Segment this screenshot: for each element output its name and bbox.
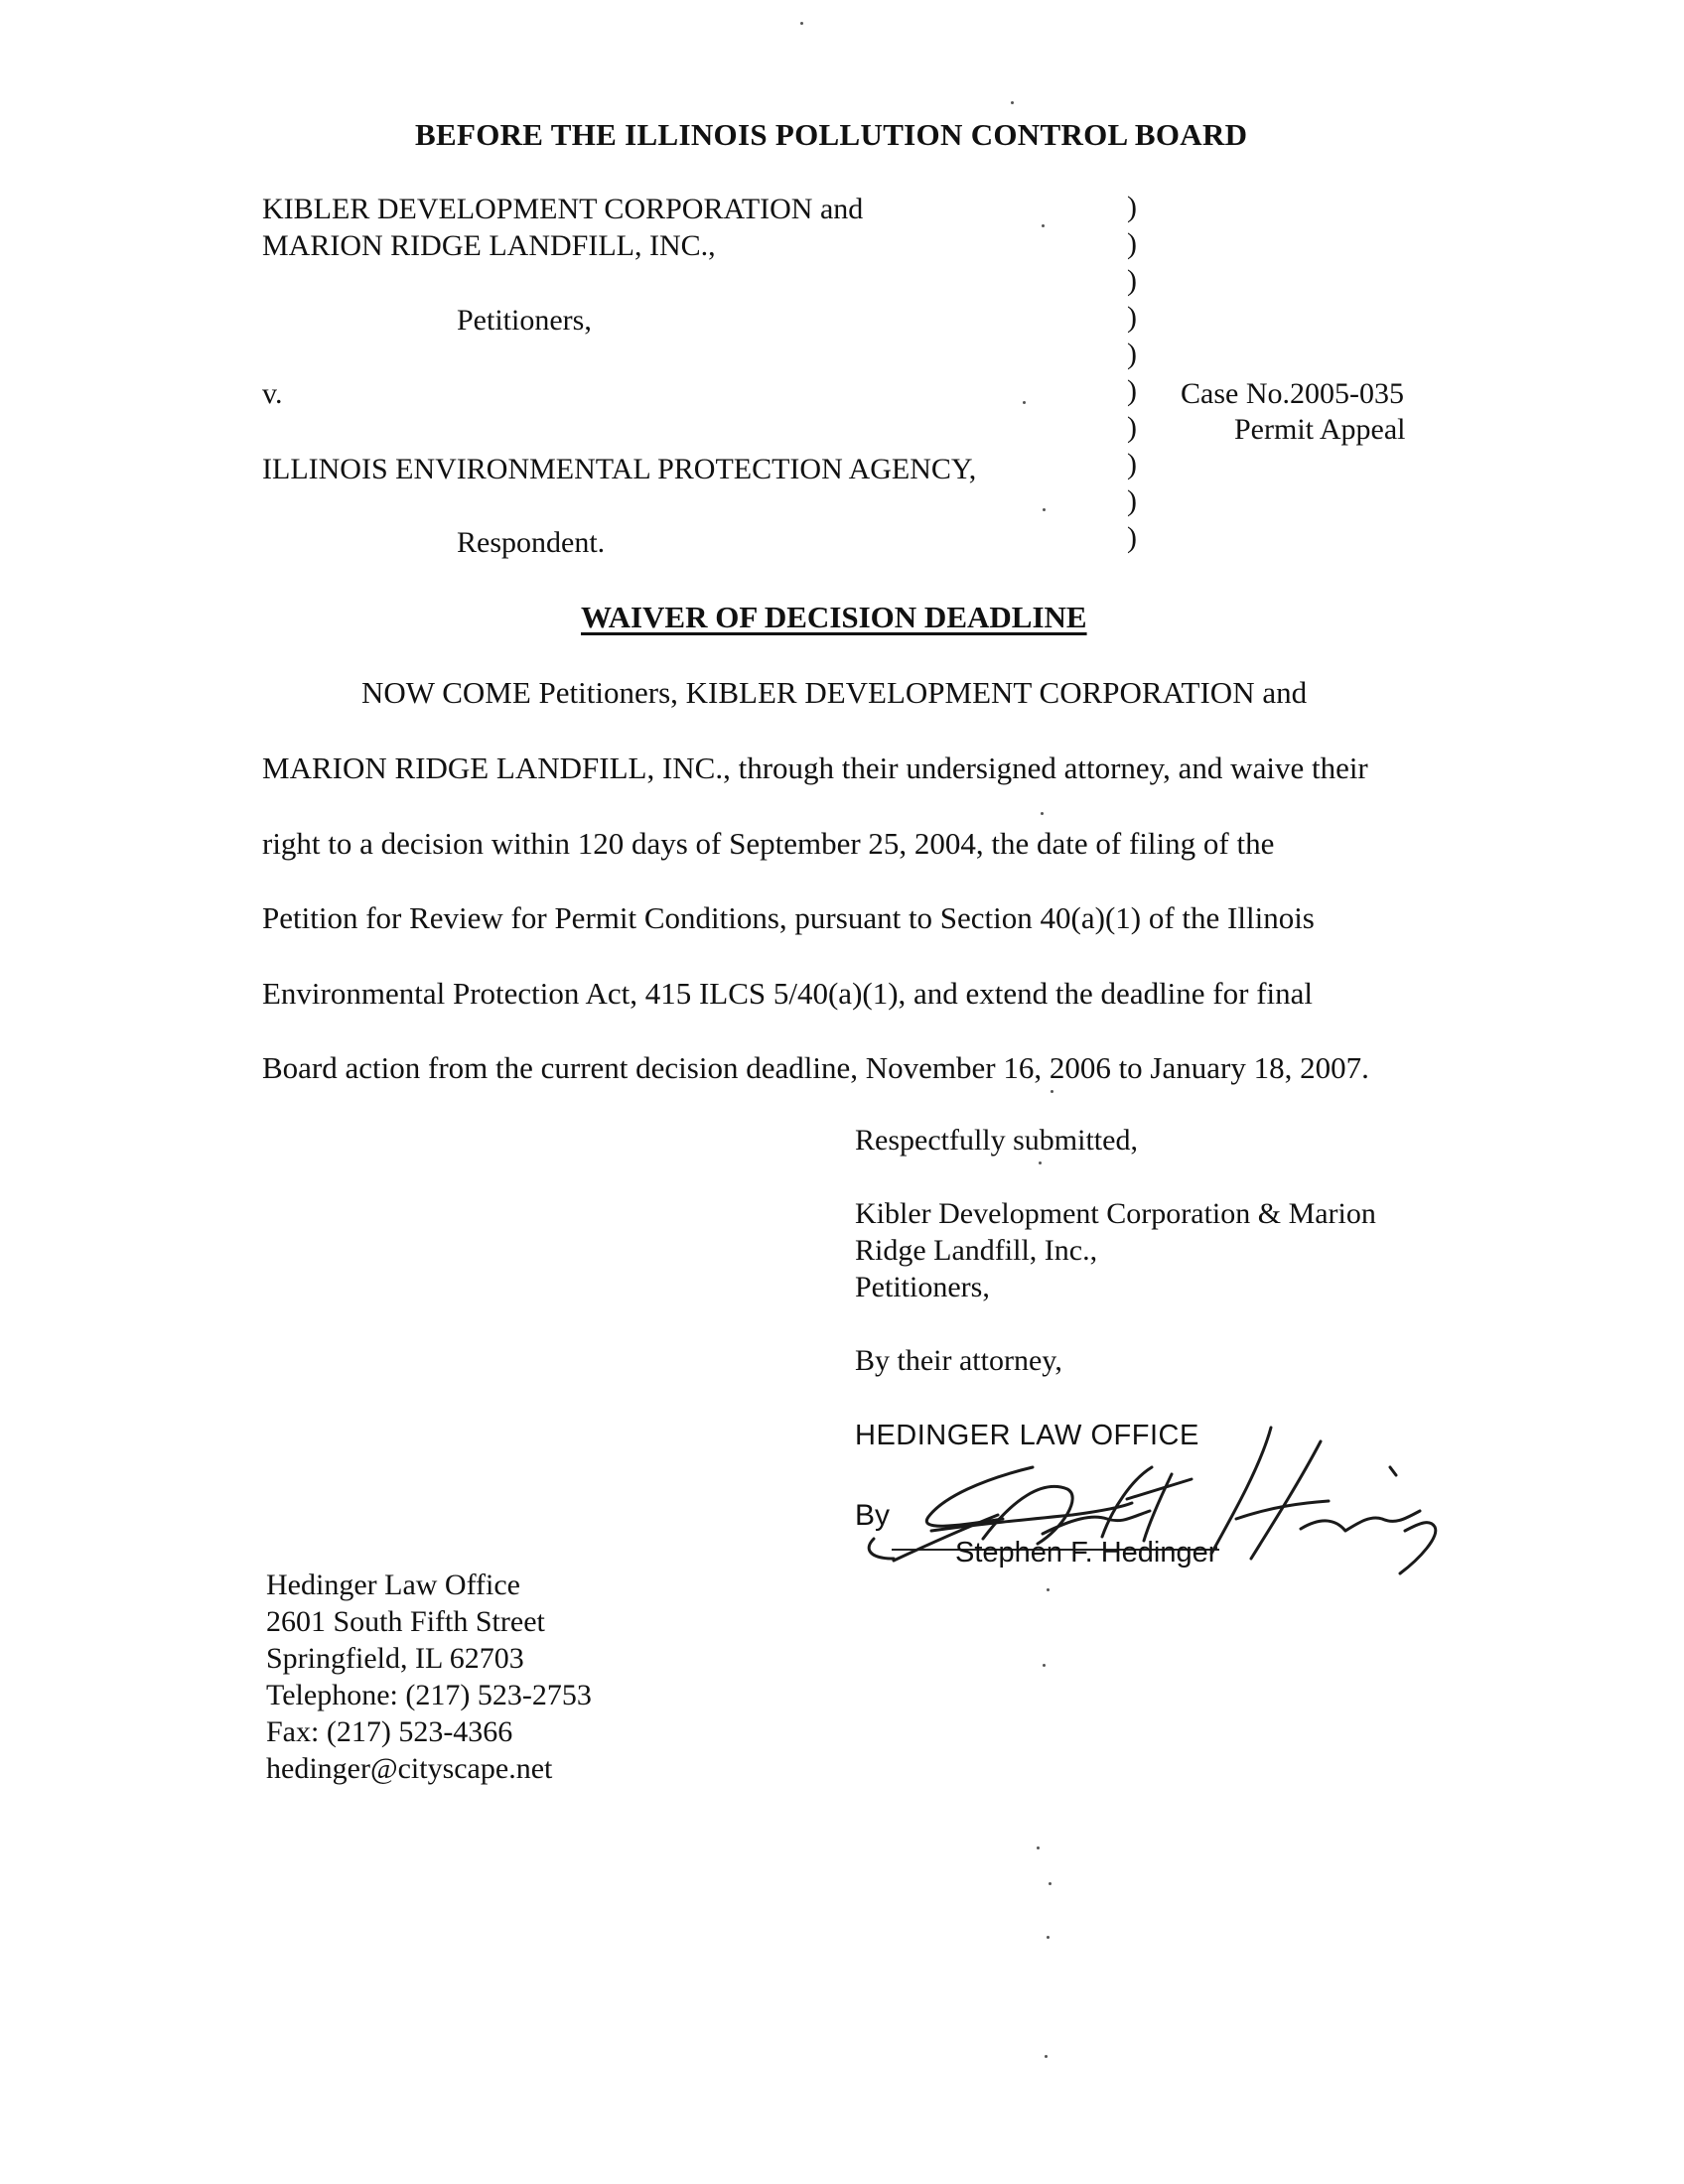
contact-street: 2601 South Fifth Street	[266, 1605, 545, 1638]
signer-name: Stephen F. Hedinger	[955, 1537, 1218, 1569]
body-line-4: Petition for Review for Permit Conditions, pursuant to Section 40(a)(1) of the Illinois	[262, 900, 1315, 935]
case-type: Permit Appeal	[1234, 413, 1406, 446]
document-heading: WAIVER OF DECISION DEADLINE	[581, 600, 1087, 634]
contact-email: hedinger@cityscape.net	[266, 1752, 553, 1785]
respectfully-submitted: Respectfully submitted,	[855, 1124, 1138, 1157]
body-line-5: Environmental Protection Act, 415 ILCS 5/40(a)(1), and extend the deadline for final	[262, 976, 1314, 1011]
case-number: Case No.2005-035	[1181, 377, 1404, 410]
scan-speck	[1037, 1846, 1040, 1849]
contact-fax: Fax: (217) 523-4366	[266, 1715, 513, 1748]
scan-speck	[800, 22, 803, 25]
scan-speck	[1041, 812, 1044, 815]
petitioner-name-line2: MARION RIDGE LANDFILL, INC.,	[262, 229, 716, 262]
scan-speck	[1042, 224, 1045, 227]
petitioners-label: Petitioners,	[457, 304, 592, 337]
contact-city: Springfield, IL 62703	[266, 1642, 524, 1675]
caption-parentheses: ) ) ) ) ) ) ) ) ) )	[1127, 191, 1137, 554]
scan-speck	[1039, 1161, 1042, 1164]
scan-speck	[1047, 1936, 1050, 1939]
scan-speck	[1043, 1664, 1046, 1667]
contact-telephone: Telephone: (217) 523-2753	[266, 1679, 592, 1711]
court-title: BEFORE THE ILLINOIS POLLUTION CONTROL BOARD	[415, 117, 1248, 152]
party-line-2: Ridge Landfill, Inc.,	[855, 1234, 1098, 1267]
scan-speck	[1045, 2055, 1048, 2058]
body-line-1: NOW COME Petitioners, KIBLER DEVELOPMENT CORPORATION and	[361, 675, 1308, 710]
body-line-6: Board action from the current decision deadline, November 16, 2006 to January 18, 2007.	[262, 1050, 1369, 1085]
body-line-2: MARION RIDGE LANDFILL, INC., through their undersigned attorney, and waive their	[262, 751, 1368, 785]
party-line-1: Kibler Development Corporation & Marion	[855, 1197, 1376, 1230]
handwritten-signature	[834, 1420, 1450, 1588]
respondent-label: Respondent.	[457, 526, 606, 559]
versus-label: v.	[262, 377, 283, 410]
scan-speck	[1047, 1588, 1050, 1591]
scan-speck	[1043, 508, 1046, 511]
scan-speck	[1023, 401, 1026, 404]
by-label: By	[855, 1499, 891, 1532]
by-their-attorney: By their attorney,	[855, 1344, 1062, 1377]
scan-speck	[1011, 101, 1014, 104]
party-line-3: Petitioners,	[855, 1271, 990, 1303]
petitioner-name-line1: KIBLER DEVELOPMENT CORPORATION and	[262, 193, 864, 225]
scan-speck	[1049, 1882, 1052, 1885]
scan-speck	[1051, 1090, 1053, 1093]
law-firm-name: HEDINGER LAW OFFICE	[855, 1420, 1199, 1451]
body-line-3: right to a decision within 120 days of September 25, 2004, the date of filing of the	[262, 826, 1275, 861]
respondent-name: ILLINOIS ENVIRONMENTAL PROTECTION AGENCY,	[262, 453, 977, 485]
contact-firm-name: Hedinger Law Office	[266, 1569, 520, 1601]
